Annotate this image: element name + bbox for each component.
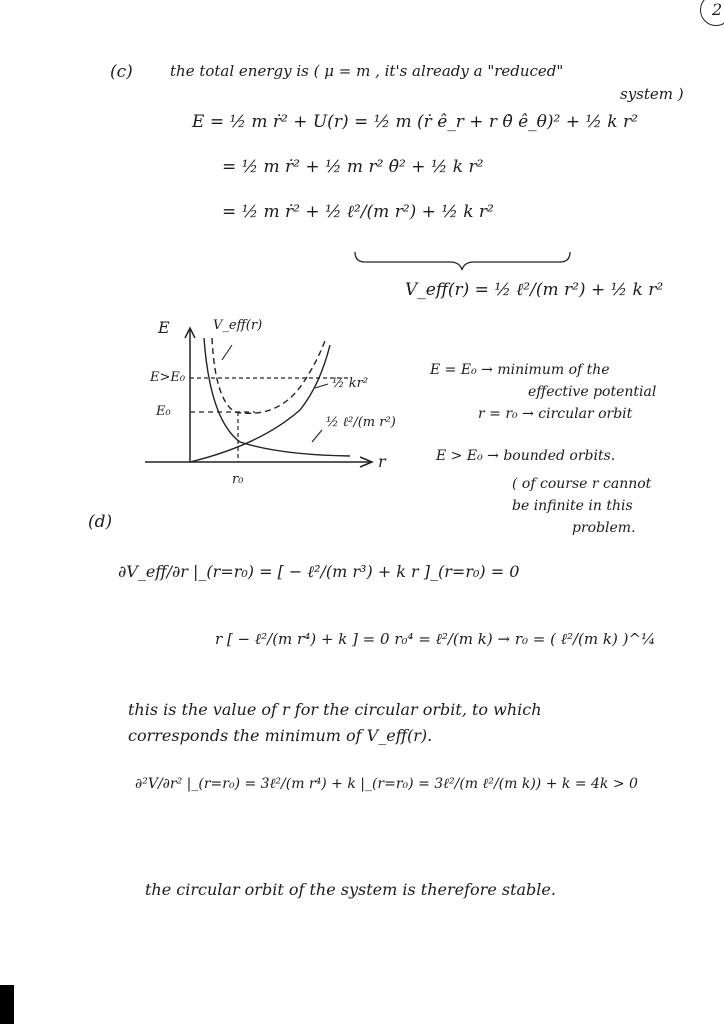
graph-e-above-label: E>E₀: [150, 370, 186, 385]
graph-e0-label: E₀: [156, 404, 171, 419]
page-number: 2: [712, 0, 723, 19]
energy-equation-2: = ½ m ṙ² + ½ m r² θ̇² + ½ k r²: [222, 157, 484, 177]
second-derivative: ∂²V/∂r² |_(r=r₀) = 3ℓ²/(m r⁴) + k |_(r=r₀) = 3ℓ²/(m ℓ²/(m k)) + k = 4k > 0: [135, 776, 638, 792]
graph-y-axis-label: E: [158, 318, 170, 337]
graph-curve-label: V_eff(r): [213, 318, 263, 333]
part-c-label: (c): [110, 62, 133, 82]
first-derivative-solution: r [ − ℓ²/(m r⁴) + k ] = 0 r₀⁴ = ℓ²/(m k) → r₀ = ( ℓ²/(m k) )^¼: [215, 630, 656, 648]
part-d-label: (d): [88, 512, 113, 532]
first-derivative: ∂V_eff/∂r |_(r=r₀) = [ − ℓ²/(m r³) + k r ]_(r=r₀) = 0: [118, 562, 520, 581]
graph-kr2-label: ½ kr²: [332, 376, 369, 391]
graph-l2-label: ½ ℓ²/(m r²): [326, 415, 396, 430]
part-c-intro-2: system ): [620, 85, 684, 103]
note-line-1: E = E₀ → minimum of the: [430, 362, 610, 378]
part-d-text-1: this is the value of r for the circular orbit, to which: [128, 700, 542, 719]
stability-conclusion: the circular orbit of the system is therefore stable.: [145, 880, 556, 899]
energy-equation-3: = ½ m ṙ² + ½ ℓ²/(m r²) + ½ k r²: [222, 202, 494, 222]
note-line-2: effective potential: [528, 384, 657, 400]
note-line-6: be infinite in this: [512, 498, 633, 514]
graph-r0-label: r₀: [232, 472, 244, 487]
veff-definition: V_eff(r) = ½ ℓ²/(m r²) + ½ k r²: [405, 280, 664, 300]
note-line-4: E > E₀ → bounded orbits.: [436, 448, 616, 464]
note-line-3: r = r₀ → circular orbit: [478, 406, 633, 422]
part-c-intro-1: the total energy is ( μ = m , it's already a "reduced": [170, 62, 564, 80]
part-d-text-2: corresponds the minimum of V_eff(r).: [128, 726, 433, 745]
note-line-7: problem.: [572, 520, 636, 536]
graph-x-axis-label: r: [378, 452, 386, 471]
energy-equation-1: E = ½ m ṙ² + U(r) = ½ m (ṙ ê_r + r θ̇ ê_θ)² + ½ k r²: [192, 112, 638, 132]
note-line-5: ( of course r cannot: [512, 476, 652, 492]
